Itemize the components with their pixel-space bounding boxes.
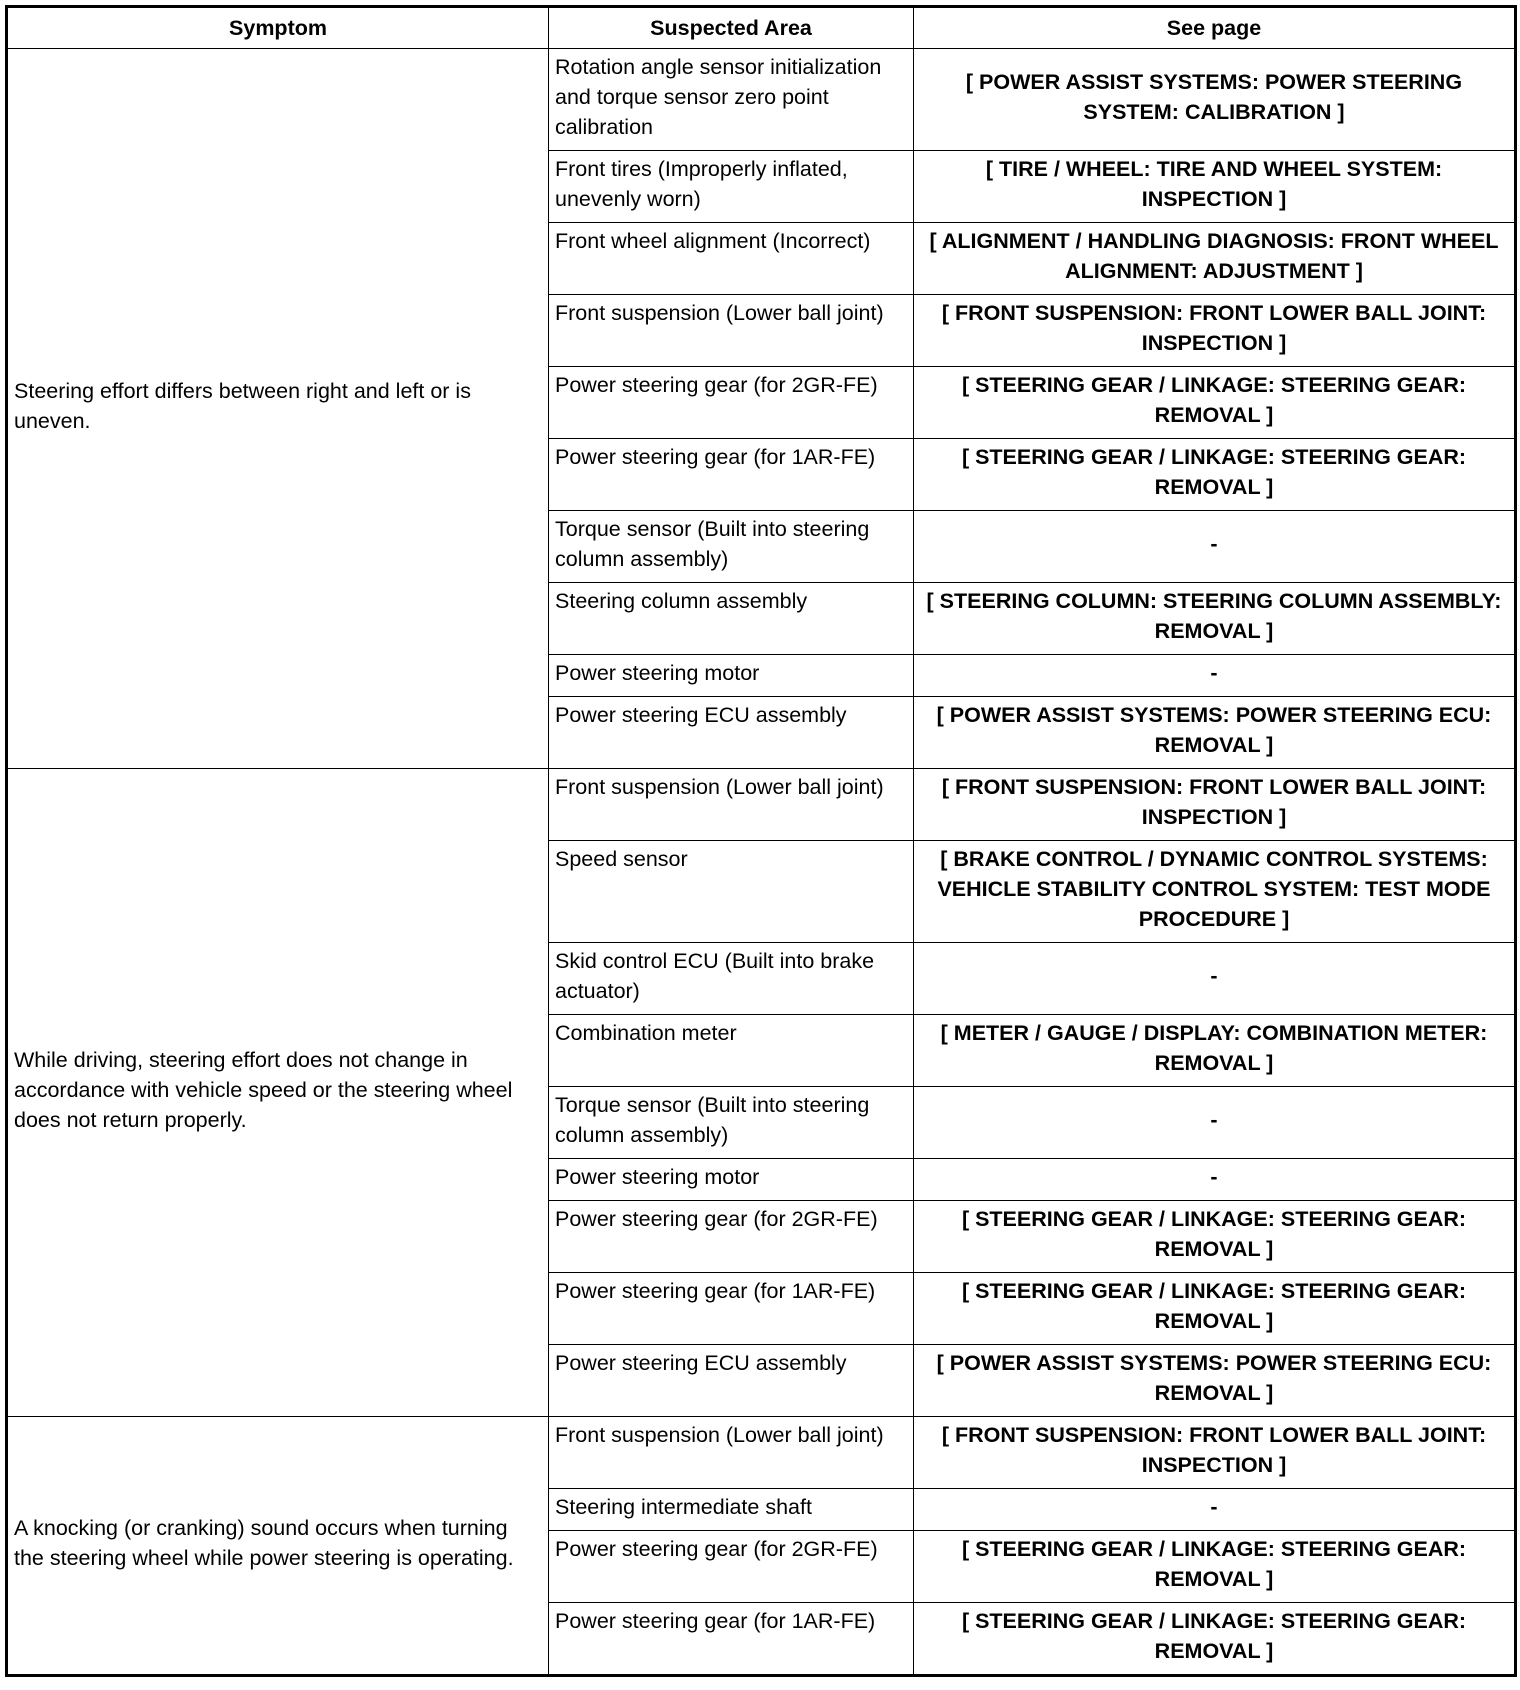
see-page-link[interactable]: [ STEERING GEAR / LINKAGE: STEERING GEAR: REMOVAL ] xyxy=(914,439,1516,511)
see-page-cell: - xyxy=(914,1087,1516,1159)
suspected-area-cell: Power steering gear (for 1AR-FE) xyxy=(549,439,914,511)
suspected-area-cell: Power steering gear (for 2GR-FE) xyxy=(549,1531,914,1603)
table-row xyxy=(7,49,1516,151)
see-page-link[interactable]: [ STEERING GEAR / LINKAGE: STEERING GEAR: REMOVAL ] xyxy=(914,1531,1516,1603)
suspected-area-cell: Power steering ECU assembly xyxy=(549,697,914,769)
suspected-area-cell: Skid control ECU (Built into brake actuator) xyxy=(549,943,914,1015)
header-see-page: See page xyxy=(914,7,1516,49)
suspected-area-cell: Power steering motor xyxy=(549,655,914,697)
suspected-area-cell: Front tires (Improperly inflated, unevenly worn) xyxy=(549,151,914,223)
suspected-area-cell: Torque sensor (Built into steering column assembly) xyxy=(549,511,914,583)
symptom-table xyxy=(5,5,1517,1677)
see-page-cell: - xyxy=(914,1159,1516,1201)
table-row xyxy=(7,1417,1516,1489)
see-page-cell: - xyxy=(914,511,1516,583)
see-page-link[interactable]: [ FRONT SUSPENSION: FRONT LOWER BALL JOINT: INSPECTION ] xyxy=(914,1417,1516,1489)
symptom-cell: Steering effort differs between right and left or is uneven. xyxy=(7,49,549,769)
see-page-link[interactable]: [ FRONT SUSPENSION: FRONT LOWER BALL JOINT: INSPECTION ] xyxy=(914,295,1516,367)
see-page-link[interactable]: [ FRONT SUSPENSION: FRONT LOWER BALL JOINT: INSPECTION ] xyxy=(914,769,1516,841)
see-page-link[interactable]: [ STEERING GEAR / LINKAGE: STEERING GEAR: REMOVAL ] xyxy=(914,1603,1516,1676)
header-suspected-area: Suspected Area xyxy=(549,7,914,49)
see-page-cell: - xyxy=(914,943,1516,1015)
see-page-cell: - xyxy=(914,655,1516,697)
suspected-area-cell: Speed sensor xyxy=(549,841,914,943)
see-page-link[interactable]: [ BRAKE CONTROL / DYNAMIC CONTROL SYSTEMS: VEHICLE STABILITY CONTROL SYSTEM: TEST MODE PROCEDURE ] xyxy=(914,841,1516,943)
suspected-area-cell: Power steering gear (for 2GR-FE) xyxy=(549,1201,914,1273)
suspected-area-cell: Front suspension (Lower ball joint) xyxy=(549,295,914,367)
table-row xyxy=(7,769,1516,841)
see-page-link[interactable]: [ STEERING COLUMN: STEERING COLUMN ASSEMBLY: REMOVAL ] xyxy=(914,583,1516,655)
suspected-area-cell: Power steering gear (for 1AR-FE) xyxy=(549,1273,914,1345)
see-page-link[interactable]: [ STEERING GEAR / LINKAGE: STEERING GEAR: REMOVAL ] xyxy=(914,1273,1516,1345)
see-page-link[interactable]: [ STEERING GEAR / LINKAGE: STEERING GEAR: REMOVAL ] xyxy=(914,1201,1516,1273)
see-page-cell: - xyxy=(914,1489,1516,1531)
see-page-link[interactable]: [ STEERING GEAR / LINKAGE: STEERING GEAR: REMOVAL ] xyxy=(914,367,1516,439)
see-page-link[interactable]: [ METER / GAUGE / DISPLAY: COMBINATION METER: REMOVAL ] xyxy=(914,1015,1516,1087)
suspected-area-cell: Combination meter xyxy=(549,1015,914,1087)
see-page-link[interactable]: [ POWER ASSIST SYSTEMS: POWER STEERING ECU: REMOVAL ] xyxy=(914,1345,1516,1417)
symptom-cell: While driving, steering effort does not change in accordance with vehicle speed or the steering wheel does not return properly. xyxy=(7,769,549,1417)
see-page-link[interactable]: [ POWER ASSIST SYSTEMS: POWER STEERING SYSTEM: CALIBRATION ] xyxy=(914,49,1516,151)
see-page-link[interactable]: [ ALIGNMENT / HANDLING DIAGNOSIS: FRONT WHEEL ALIGNMENT: ADJUSTMENT ] xyxy=(914,223,1516,295)
header-symptom: Symptom xyxy=(7,7,549,49)
suspected-area-cell: Front suspension (Lower ball joint) xyxy=(549,769,914,841)
suspected-area-cell: Front wheel alignment (Incorrect) xyxy=(549,223,914,295)
see-page-link[interactable]: [ TIRE / WHEEL: TIRE AND WHEEL SYSTEM: INSPECTION ] xyxy=(914,151,1516,223)
header-row xyxy=(7,7,1516,49)
suspected-area-cell: Steering column assembly xyxy=(549,583,914,655)
suspected-area-cell: Power steering ECU assembly xyxy=(549,1345,914,1417)
see-page-link[interactable]: [ POWER ASSIST SYSTEMS: POWER STEERING ECU: REMOVAL ] xyxy=(914,697,1516,769)
suspected-area-cell: Rotation angle sensor initialization and torque sensor zero point calibration xyxy=(549,49,914,151)
suspected-area-cell: Front suspension (Lower ball joint) xyxy=(549,1417,914,1489)
suspected-area-cell: Power steering gear (for 2GR-FE) xyxy=(549,367,914,439)
table-body xyxy=(7,49,1516,1676)
symptom-cell: A knocking (or cranking) sound occurs when turning the steering wheel while power steering is operating. xyxy=(7,1417,549,1676)
suspected-area-cell: Power steering motor xyxy=(549,1159,914,1201)
suspected-area-cell: Torque sensor (Built into steering column assembly) xyxy=(549,1087,914,1159)
suspected-area-cell: Power steering gear (for 1AR-FE) xyxy=(549,1603,914,1676)
suspected-area-cell: Steering intermediate shaft xyxy=(549,1489,914,1531)
